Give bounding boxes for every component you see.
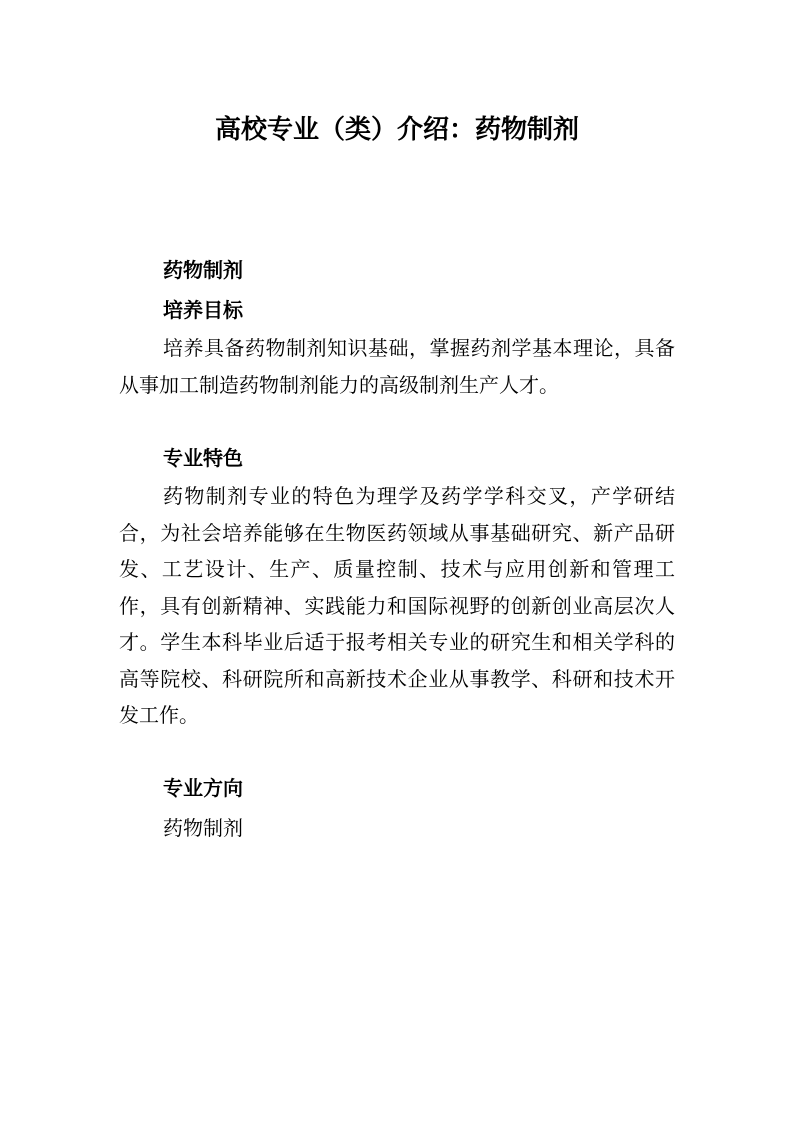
document-body [119, 250, 675, 848]
page-title: 高校专业（类）介绍：药物制剂 [214, 115, 579, 145]
section-heading-training-goal: 培养目标 [163, 298, 243, 322]
section-body-features: 药物制剂专业的特色为理学及药学学科交叉，产学研结合，为社会培养能够在生物医药领域从事基础研究、新产品研发、工艺设计、生产、质量控制、技术与应用创新和管理工作，具有创新精神、实践能力和国际视野的创新创业高层次人才。学生本科毕业后适于报考相关专业的研究生和相关学科的高等院校、科研院所和高新技术企业从事教学、科研和技术开发工作。 [119, 484, 675, 727]
section-spacer [119, 403, 675, 438]
section-heading-direction: 专业方向 [163, 775, 243, 800]
section-spacer [119, 734, 675, 768]
major-name-heading: 药物制剂 [163, 258, 243, 282]
section-body-direction: 药物制剂 [163, 815, 243, 840]
section-heading-features: 专业特色 [163, 446, 243, 470]
section-body-training-goal: 培养具备药物制剂知识基础，掌握药剂学基本理论，具备从事加工制造药物制剂能力的高级制剂生产人才。 [119, 336, 675, 397]
